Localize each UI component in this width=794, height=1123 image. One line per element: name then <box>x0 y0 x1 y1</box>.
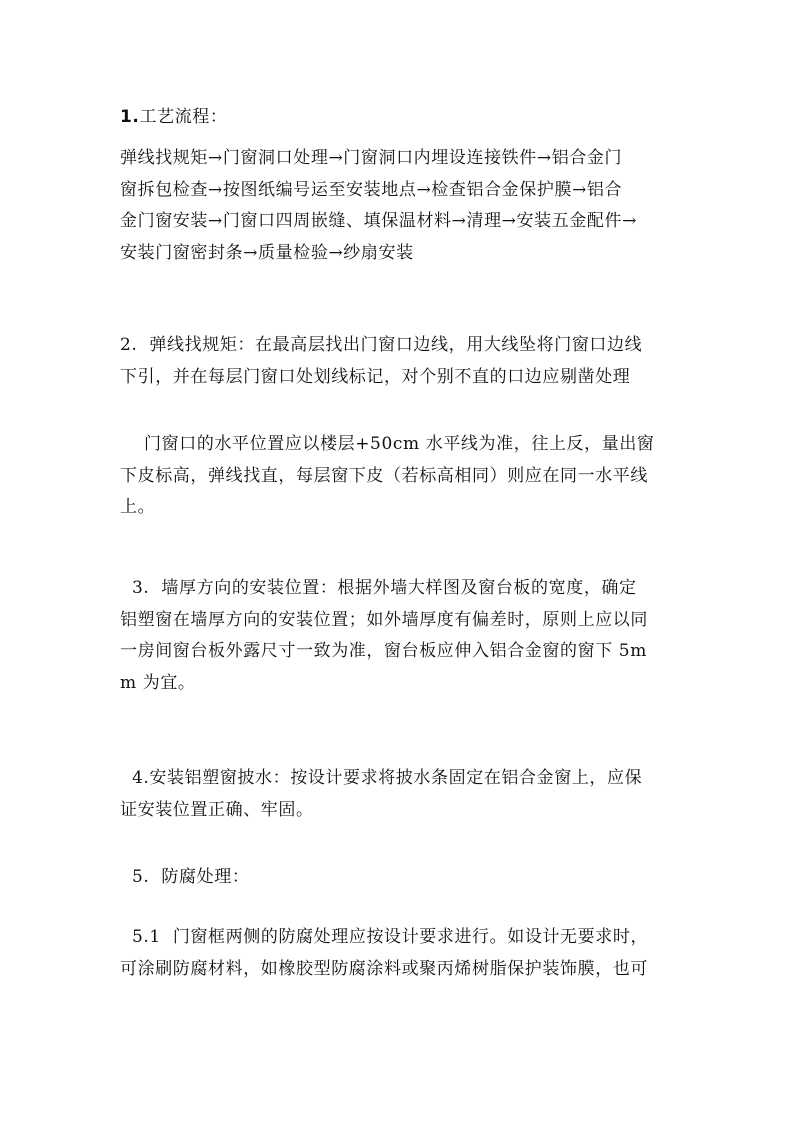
paragraph-line: 5. 防腐处理： <box>120 867 250 887</box>
paragraph-line: 2. 弹线找规矩：在最高层找出门窗口边线，用大线坠将门窗口边线 <box>120 335 643 355</box>
paragraph-line: 铝塑窗在墙厚方向的安装位置；如外墙厚度有偏差时，原则上应以同 <box>120 609 648 630</box>
paragraph-line: 窗拆包检查→按图纸编号运至安装地点→检查铝合金保护膜→铝合 <box>120 179 623 200</box>
paragraph-line: 证安装位置正确、牢固。 <box>120 799 314 820</box>
section-1-number: 1. <box>120 107 140 127</box>
paragraph-line: 上。 <box>120 497 156 517</box>
section-4-paragraph <box>120 763 676 826</box>
paragraph-line: 下引，并在每层门窗口处划线标记，对个别不直的口边应剔凿处理 <box>120 366 631 387</box>
section-5-heading <box>120 862 676 894</box>
paragraph-line: m 为宜。 <box>120 672 196 693</box>
section-1-process-flow <box>120 143 676 269</box>
paragraph-line: 弹线找规矩→门窗洞口处理→门窗洞口内埋设连接铁件→铝合金门 <box>120 148 623 168</box>
paragraph-line: 金门窗安装→门窗口四周嵌缝、填保温材料→清理→安装五金配件→ <box>120 211 637 231</box>
section-2-paragraph <box>120 330 676 393</box>
paragraph-line: 门窗口的水平位置应以楼层+50cm 水平线为准，往上反，量出窗 <box>120 434 655 454</box>
paragraph-line: 4.安装铝塑窗披水：按设计要求将披水条固定在铝合金窗上，应保 <box>120 768 643 788</box>
paragraph-line: 3. 墙厚方向的安装位置：根据外墙大样图及窗台板的宽度，确定 <box>120 578 637 598</box>
paragraph-line: 下皮标高，弹线找直，每层窗下皮（若标高相同）则应在同一水平线 <box>120 465 648 486</box>
paragraph-line: 一房间窗台板外露尺寸一致为准，窗台板应伸入铝合金窗的窗下 5m <box>120 641 647 661</box>
section-1-title: 工艺流程： <box>139 107 228 127</box>
paragraph-line: 安装门窗密封条→质量检验→纱扇安装 <box>120 242 414 263</box>
section-5-1-paragraph <box>120 922 676 985</box>
section-1-heading <box>120 103 228 131</box>
paragraph-line: 5.1 门窗框两侧的防腐处理应按设计要求进行。如设计无要求时， <box>120 927 649 947</box>
section-2-detail-paragraph <box>120 429 676 524</box>
paragraph-line: 可涂刷防腐材料，如橡胶型防腐涂料或聚丙烯树脂保护装饰膜，也可 <box>120 958 648 979</box>
section-3-paragraph <box>120 573 676 699</box>
